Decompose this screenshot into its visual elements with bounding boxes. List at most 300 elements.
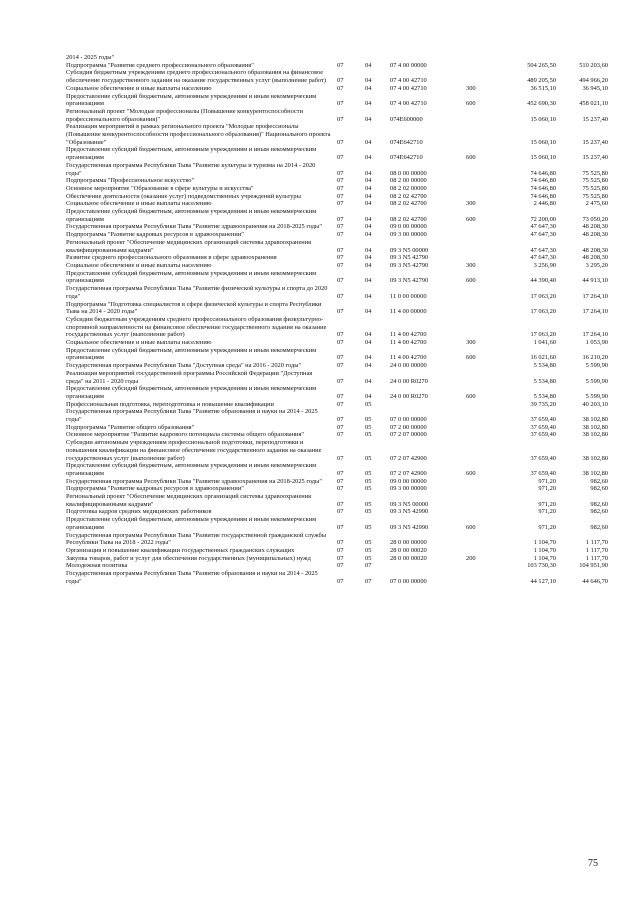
expense-type-cell: [464, 162, 500, 177]
expense-type-cell: [464, 69, 500, 84]
subsection-cell: 04: [365, 77, 372, 85]
amount-2021-cell: 982,60: [590, 508, 608, 516]
section-cell: 07: [337, 223, 344, 231]
section-cell: 07: [337, 454, 344, 462]
section-cell: 07: [337, 138, 344, 146]
section-cell: 07: [337, 61, 344, 69]
amount-2021-cell: 75 525,80: [582, 184, 608, 192]
section-cell: 07: [337, 215, 344, 223]
subsection-cell: 04: [365, 362, 372, 370]
section-cell: 07: [337, 354, 344, 362]
expense-type-cell: [464, 231, 500, 239]
amount-2020-cell: 39 735,20: [530, 400, 556, 408]
amount-2021-cell: 48 208,30: [582, 223, 608, 231]
row-name-cell: Государственная программа Республики Тыва "Развитие здравоохранения на 2018-2025 годы": [66, 477, 322, 485]
amount-2021-cell: 17 264,10: [582, 292, 608, 300]
table-row: [66, 85, 608, 93]
section-cell: 07: [337, 547, 344, 554]
expense-type-cell: 300: [466, 200, 476, 208]
table-row: [66, 516, 608, 531]
expense-type-cell: [464, 54, 500, 62]
row-name-cell: Социальное обеспечение и иные выплаты населению: [66, 84, 212, 92]
amount-2021-cell: 15 237,40: [582, 154, 608, 162]
amount-2020-cell: 37 659,40: [530, 416, 556, 424]
subsection-cell: 04: [365, 192, 372, 200]
section-cell: 07: [337, 100, 344, 108]
amount-2021-cell: 5 599,90: [585, 362, 608, 370]
subsection-cell: 04: [365, 138, 372, 146]
subsection-cell: 04: [365, 339, 372, 347]
expense-type-cell: [464, 62, 500, 70]
subsection-cell: [362, 54, 388, 62]
subsection-cell: 05: [365, 508, 372, 516]
subsection-cell: 04: [365, 261, 372, 269]
row-name-cell: Профессиональная подготовка, переподготовка и повышение квалификации: [66, 400, 274, 408]
expense-type-cell: [464, 424, 500, 432]
expense-type-cell: [464, 316, 500, 339]
section-cell: 07: [337, 154, 344, 162]
amount-2020-cell: 17 063,20: [530, 292, 556, 300]
table-row: [66, 177, 608, 185]
row-name-cell: Подпрограмма "Развитие кадровых ресурсов в здравоохранении": [66, 485, 244, 493]
table-row: [66, 62, 608, 70]
section-cell: 07: [337, 308, 344, 316]
expense-type-cell: [464, 285, 500, 300]
amount-2021-cell: 75 525,80: [582, 192, 608, 200]
section-cell: 07: [337, 416, 344, 424]
table-row: [66, 385, 608, 400]
amount-2021-cell: 5 599,90: [585, 392, 608, 400]
amount-2021-cell: 38 102,80: [582, 469, 608, 477]
target-article-cell: [388, 562, 464, 570]
amount-2021-cell: 44 646,70: [582, 577, 608, 585]
section-cell: 07: [337, 192, 344, 200]
section-cell: 07: [337, 485, 344, 493]
amount-2021-cell: 982,60: [590, 485, 608, 493]
table-row: [66, 185, 608, 193]
row-name-cell: Предоставление субсидий бюджетным, автономным учреждениям и иным некоммерческим организациям: [66, 462, 317, 477]
subsection-cell: 05: [365, 477, 372, 485]
amount-2020-cell: 504 265,50: [527, 61, 556, 69]
page-number: 75: [588, 858, 598, 869]
row-name-cell: Региональный проект "Молодые профессионалы (Повышение конкурентоспособности профессионального образования)": [66, 107, 303, 123]
amount-2021-cell: 73 050,20: [582, 215, 608, 223]
table-row: [66, 193, 608, 201]
amount-2021-cell: [556, 54, 608, 62]
row-name-cell: Государственная программа Республики Тыва "Доступная среда" на 2016 - 2020 годы": [66, 362, 302, 370]
target-article-cell: 11 4 00 42700: [390, 354, 427, 362]
target-article-cell: 28 0 00 00020: [390, 547, 427, 554]
expense-type-cell: [464, 547, 500, 555]
target-article-cell: 24 0 00 00000: [390, 362, 427, 370]
amount-2020-cell: 47 647,30: [530, 231, 556, 239]
expense-type-cell: [464, 254, 500, 262]
amount-2020-cell: 5 534,80: [533, 392, 556, 400]
section-cell: 07: [337, 539, 344, 547]
amount-2021-cell: 1 117,70: [585, 554, 608, 562]
section-cell: 07: [337, 554, 344, 562]
target-article-cell: 11 4 00 42700: [390, 339, 427, 347]
table-row: [66, 231, 608, 239]
row-name-cell: Социальное обеспечение и иные выплаты населению: [66, 339, 212, 347]
expense-type-cell: [464, 439, 500, 462]
amount-2020-cell: 1 104,70: [533, 539, 556, 547]
section-cell: 07: [337, 169, 344, 177]
row-name-cell: Основное мероприятие "Образование в сфере культуры и искусства": [66, 184, 254, 192]
target-article-cell: 07 2 00 00000: [390, 423, 427, 431]
amount-2021-cell: 17 264,10: [582, 331, 608, 339]
amount-2020-cell: 489 205,50: [527, 77, 556, 85]
budget-table: [66, 54, 608, 586]
section-cell: 07: [337, 431, 344, 439]
row-name-cell: Социальное обеспечение и иные выплаты населению: [66, 261, 212, 269]
subsection-cell: 07: [365, 562, 372, 570]
target-article-cell: 07 2 07 00000: [390, 431, 427, 439]
section-cell: [334, 54, 362, 62]
subsection-cell: 05: [365, 523, 372, 531]
target-article-cell: 07 4 00 42710: [390, 100, 427, 108]
target-article-cell: 09 3 N5 42790: [390, 261, 429, 269]
subsection-cell: 05: [365, 554, 372, 562]
subsection-cell: 04: [365, 377, 372, 385]
table-row: [66, 339, 608, 347]
section-cell: 07: [337, 200, 344, 208]
subsection-cell: 05: [365, 416, 372, 424]
amount-2020-cell: 1 104,70: [533, 554, 556, 562]
table-row: [66, 362, 608, 370]
expense-type-cell: [464, 493, 500, 508]
table-row: [66, 547, 608, 555]
expense-type-cell: 600: [466, 277, 476, 285]
table-row: [66, 439, 608, 462]
table-row: [66, 562, 608, 570]
row-name-cell: Субсидии бюджетным учреждениям среднего профессионального образования физкультурно-спортивной направленности на финансовое обеспечение государственного задания на оказание государственных услуг (выполнение работ): [66, 315, 327, 339]
table-row: [66, 69, 608, 84]
subsection-cell: 04: [365, 254, 372, 262]
target-article-cell: 07 2 07 42900: [390, 454, 427, 462]
subsection-cell: 04: [365, 331, 372, 339]
row-name-cell: Развитие среднего профессионального образования в сфере здравоохранения: [66, 254, 277, 262]
table-row: [66, 223, 608, 231]
expense-type-cell: [464, 431, 500, 439]
expense-type-cell: [464, 532, 500, 547]
expense-type-cell: 600: [466, 100, 476, 108]
table-row: [66, 555, 608, 563]
row-name-cell: Подпрограмма "Развитие кадровых ресурсов в здравоохранении": [66, 231, 244, 239]
section-cell: 07: [337, 115, 344, 123]
target-article-cell: 074E600000: [390, 115, 423, 123]
amount-2020-cell: 103 730,30: [527, 562, 556, 570]
amount-2021-cell: 48 208,30: [582, 231, 608, 239]
amount-2020-cell: 1 041,60: [533, 339, 556, 347]
expense-type-cell: [464, 508, 500, 516]
section-cell: 07: [337, 77, 344, 85]
target-article-cell: 09 3 N5 42790: [390, 254, 429, 262]
section-cell: 07: [337, 339, 344, 347]
row-name-cell: Обеспечение деятельности (оказание услуг) подведомственных учреждений культуры: [66, 192, 301, 200]
target-article-cell: [388, 401, 464, 409]
expense-type-cell: [464, 301, 500, 316]
subsection-cell: 04: [365, 246, 372, 254]
amount-2021-cell: 36 945,10: [582, 84, 608, 92]
section-cell: 07: [337, 277, 344, 285]
section-cell: 07: [337, 400, 344, 408]
subsection-cell: 04: [365, 308, 372, 316]
amount-2021-cell: 38 102,80: [582, 454, 608, 462]
amount-2020-cell: 37 659,40: [530, 431, 556, 439]
row-name-cell: Организация и повышение квалификации государственных гражданских служащих: [66, 547, 295, 554]
table-row: [66, 478, 608, 486]
target-article-cell: 08 0 00 00000: [390, 169, 427, 177]
section-cell: 07: [337, 246, 344, 254]
expense-type-cell: [464, 193, 500, 201]
amount-2020-cell: 47 647,30: [530, 254, 556, 262]
expense-type-cell: 600: [466, 523, 476, 531]
section-cell: 07: [337, 477, 344, 485]
target-article-cell: 08 2 00 00000: [390, 177, 427, 185]
row-name-cell: Подпрограмма "Профессиональное искусство": [66, 177, 195, 185]
amount-2021-cell: 15 237,40: [582, 138, 608, 146]
row-name-cell: Реализация мероприятий государственной программы Российской Федерации "Доступная среда" на 2011 - 2020 годы: [66, 369, 313, 385]
section-cell: 07: [337, 508, 344, 516]
row-name-cell: Субсидия бюджетным учреждениям среднего профессионального образования на финансовое обеспечение государственного задания на оказание государственных услуг (выполнение работ): [66, 69, 327, 85]
table-row: [66, 485, 608, 493]
row-name-cell: Закупка товаров, работ и услуг для обеспечения государственных (муниципальных) нужд: [66, 554, 311, 562]
expense-type-cell: [464, 239, 500, 254]
section-cell: 07: [337, 562, 344, 570]
expense-type-cell: [464, 401, 500, 409]
amount-2021-cell: 44 913,10: [582, 277, 608, 285]
subsection-cell: 04: [365, 115, 372, 123]
budget-table-body: [66, 54, 608, 586]
amount-2020-cell: 37 659,40: [530, 454, 556, 462]
amount-2021-cell: 982,60: [590, 477, 608, 485]
amount-2021-cell: 75 525,80: [582, 169, 608, 177]
expense-type-cell: [464, 185, 500, 193]
amount-2020-cell: 74 646,80: [530, 192, 556, 200]
target-article-cell: 07 4 00 42710: [390, 77, 427, 85]
amount-2021-cell: 15 237,40: [582, 115, 608, 123]
target-article-cell: 08 2 02 00000: [390, 184, 427, 192]
amount-2020-cell: 971,20: [538, 500, 556, 508]
subsection-cell: 05: [365, 539, 372, 547]
expense-type-cell: [464, 223, 500, 231]
table-row: [66, 262, 608, 270]
table-row: [66, 431, 608, 439]
subsection-cell: 05: [365, 423, 372, 431]
subsection-cell: 04: [365, 61, 372, 69]
amount-2020-cell: 47 647,30: [530, 223, 556, 231]
table-row: [66, 146, 608, 161]
expense-type-cell: [464, 362, 500, 370]
subsection-cell: 04: [365, 200, 372, 208]
row-name-cell: Предоставление субсидий бюджетным, автономным учреждениям и иным некоммерческим организациям: [66, 346, 317, 362]
row-name-cell: Государственная программа Республики Тыва "Развитие здравоохранения на 2018-2025 годы": [66, 223, 322, 231]
subsection-cell: 04: [365, 169, 372, 177]
subsection-cell: 04: [365, 277, 372, 285]
table-row: [66, 408, 608, 423]
expense-type-cell: 600: [466, 215, 476, 223]
table-row: [66, 93, 608, 108]
target-article-cell: 08 2 02 42700: [390, 200, 427, 208]
amount-2020-cell: 971,20: [538, 508, 556, 516]
expense-type-cell: 600: [466, 354, 476, 362]
expense-type-cell: 600: [466, 392, 476, 400]
row-name-cell: Государственная программа Республики Тыва "Развитие физической культуры и спорта до 2020 года": [66, 285, 328, 300]
subsection-cell: 05: [365, 454, 372, 462]
amount-2021-cell: 3 295,20: [585, 261, 608, 269]
expense-type-cell: 300: [466, 339, 476, 347]
amount-2021-cell: 38 102,80: [582, 423, 608, 431]
subsection-cell: 07: [365, 577, 372, 585]
amount-2021-cell: 2 475,60: [585, 200, 608, 208]
section-cell: 07: [337, 392, 344, 400]
subsection-cell: 04: [365, 354, 372, 362]
section-cell: 07: [337, 500, 344, 508]
table-row: [66, 462, 608, 477]
amount-2020-cell: 1 104,70: [533, 547, 556, 554]
target-article-cell: 09 0 00 00000: [390, 223, 427, 231]
target-article-cell: 09 3 N5 42990: [390, 508, 429, 516]
section-cell: 07: [337, 523, 344, 531]
row-name-cell: Подпрограмма "Развитие общего образования": [66, 423, 195, 431]
subsection-cell: 04: [365, 100, 372, 108]
subsection-cell: 05: [365, 400, 372, 408]
table-row: [66, 508, 608, 516]
amount-2021-cell: 5 599,90: [585, 377, 608, 385]
target-article-cell: 11 4 00 42700: [390, 331, 427, 339]
table-row: [66, 123, 608, 146]
subsection-cell: 04: [365, 223, 372, 231]
section-cell: 07: [337, 577, 344, 585]
row-name-cell: Предоставление субсидий бюджетным, автономным учреждениям и иным некоммерческим организациям: [66, 385, 317, 400]
expense-type-cell: [464, 562, 500, 570]
row-name-cell: Государственная программа Республики Тыва "Развитие образования и науки на 2014 - 2025 годы": [66, 408, 318, 424]
row-name-cell: Предоставление субсидий бюджетным, автономным учреждениям и иным некоммерческим организациям: [66, 269, 317, 285]
target-article-cell: 28 0 00 00000: [390, 539, 427, 547]
table-row: [66, 200, 608, 208]
table-row: [66, 208, 608, 223]
amount-2020-cell: 2 446,80: [533, 200, 556, 208]
amount-2020-cell: 971,20: [538, 477, 556, 485]
row-name-cell: Региональный проект "Обеспечение медицинских организаций системы здравоохранения квалифицированными кадрами": [66, 238, 312, 254]
amount-2020-cell: [500, 54, 556, 62]
section-cell: 07: [337, 254, 344, 262]
subsection-cell: 04: [365, 292, 372, 300]
target-article-cell: 074E642710: [390, 138, 423, 146]
row-name-cell: Социальное обеспечение и иные выплаты населению: [66, 200, 212, 208]
amount-2021-cell: 1 117,70: [585, 547, 608, 554]
amount-2020-cell: 74 646,80: [530, 184, 556, 192]
amount-2020-cell: 17 063,20: [530, 308, 556, 316]
amount-2020-cell: 74 646,80: [530, 177, 556, 185]
target-article-cell: 24 0 00 R0270: [390, 392, 428, 400]
target-article-cell: [388, 54, 464, 62]
row-name-cell: Предоставление субсидий бюджетным, автономным учреждениям и иным некоммерческим организациям: [66, 516, 317, 531]
row-name-cell: Региональный проект "Обеспечение медицинских организаций системы здравоохранения квалифицированными кадрами": [66, 493, 312, 508]
target-article-cell: 09 0 00 00000: [390, 477, 427, 485]
row-name-cell: Субсидии автономным учреждениям профессиональной подготовки, переподготовки и повышения квалификации на финансовое обеспечение государственного задания на оказание государственных услуг (выполнение работ): [66, 439, 322, 462]
subsection-cell: 05: [365, 431, 372, 439]
table-row: [66, 285, 608, 300]
amount-2021-cell: 38 102,80: [582, 416, 608, 424]
target-article-cell: 09 3 N5 00000: [390, 246, 429, 254]
row-name-cell: 2014 - 2025 годы": [66, 54, 115, 61]
target-article-cell: 07 2 07 42900: [390, 469, 427, 477]
row-name-cell: Подпрограмма "Развитие среднего профессионального образования": [66, 61, 254, 69]
amount-2020-cell: 971,20: [538, 523, 556, 531]
row-name-cell: Предоставление субсидий бюджетным, автономным учреждениям и иным некоммерческим организациям: [66, 92, 317, 108]
amount-2021-cell: 40 203,10: [582, 400, 608, 408]
table-row: [66, 570, 608, 585]
expense-type-cell: [464, 478, 500, 486]
amount-2020-cell: 37 659,40: [530, 423, 556, 431]
amount-2020-cell: 16 021,60: [530, 354, 556, 362]
row-name-cell: Предоставление субсидий бюджетным, автономным учреждениям и иным некоммерческим организациям: [66, 146, 317, 162]
row-name-cell: Государственная программа Республики Тыва "Развитие государственной гражданской службы Республики Тыва на 2018 - 2022 годы": [66, 531, 326, 547]
table-row: [66, 54, 608, 62]
row-name-cell: Предоставление субсидий бюджетным, автономным учреждениям и иным некоммерческим организациям: [66, 208, 317, 223]
section-cell: 07: [337, 362, 344, 370]
target-article-cell: 08 2 02 42700: [390, 192, 427, 200]
amount-2020-cell: 452 690,30: [527, 100, 556, 108]
target-article-cell: 09 3 N5 00000: [390, 500, 429, 508]
section-cell: 07: [337, 231, 344, 239]
section-cell: 07: [337, 177, 344, 185]
amount-2020-cell: 72 200,00: [530, 215, 556, 223]
table-row: [66, 162, 608, 177]
row-name-cell: Государственная программа Республики Тыва "Развитие образования и науки на 2014 - 2025 годы": [66, 570, 318, 585]
table-row: [66, 370, 608, 385]
section-cell: 07: [337, 377, 344, 385]
amount-2020-cell: 44 127,10: [530, 577, 556, 585]
expense-type-cell: [464, 123, 500, 146]
subsection-cell: 04: [365, 177, 372, 185]
amount-2021-cell: 16 210,20: [582, 354, 608, 362]
amount-2021-cell: 17 264,10: [582, 308, 608, 316]
expense-type-cell: 300: [466, 84, 476, 92]
section-cell: 07: [337, 84, 344, 92]
table-row: [66, 254, 608, 262]
table-row: [66, 401, 608, 409]
expense-type-cell: 300: [466, 261, 476, 269]
expense-type-cell: [464, 408, 500, 423]
section-cell: 07: [337, 469, 344, 477]
section-cell: 07: [337, 423, 344, 431]
target-article-cell: 11 4 00 00000: [390, 308, 427, 316]
target-article-cell: 08 2 02 42700: [390, 215, 427, 223]
amount-2020-cell: 971,20: [538, 485, 556, 493]
target-article-cell: 07 4 00 42710: [390, 84, 427, 92]
amount-2021-cell: 1 053,90: [585, 339, 608, 347]
subsection-cell: 04: [365, 84, 372, 92]
target-article-cell: 07 0 00 00000: [390, 416, 427, 424]
row-name-cell: Реализация мероприятий в рамках регионального проекта "Молодые профессионалы (Повышение конкурентоспособности профессионального образования)" Национального проекта "Образование": [66, 123, 331, 146]
amount-2020-cell: 47 647,30: [530, 246, 556, 254]
amount-2021-cell: 38 102,80: [582, 431, 608, 439]
target-article-cell: 07 0 00 00000: [390, 577, 427, 585]
amount-2020-cell: 5 534,80: [533, 362, 556, 370]
row-name-cell: Основное мероприятие "Развитие кадрового потенциала системы общего образования": [66, 431, 304, 439]
expense-type-cell: [464, 570, 500, 585]
row-name-cell: Молодежная политика: [66, 562, 128, 570]
amount-2021-cell: 104 951,90: [579, 562, 608, 570]
row-name-cell: Подготовка кадров средних медицинских работников: [66, 508, 212, 516]
section-cell: 07: [337, 261, 344, 269]
expense-type-cell: 600: [466, 469, 476, 477]
amount-2021-cell: 75 525,80: [582, 177, 608, 185]
target-article-cell: 28 0 00 00020: [390, 554, 427, 562]
